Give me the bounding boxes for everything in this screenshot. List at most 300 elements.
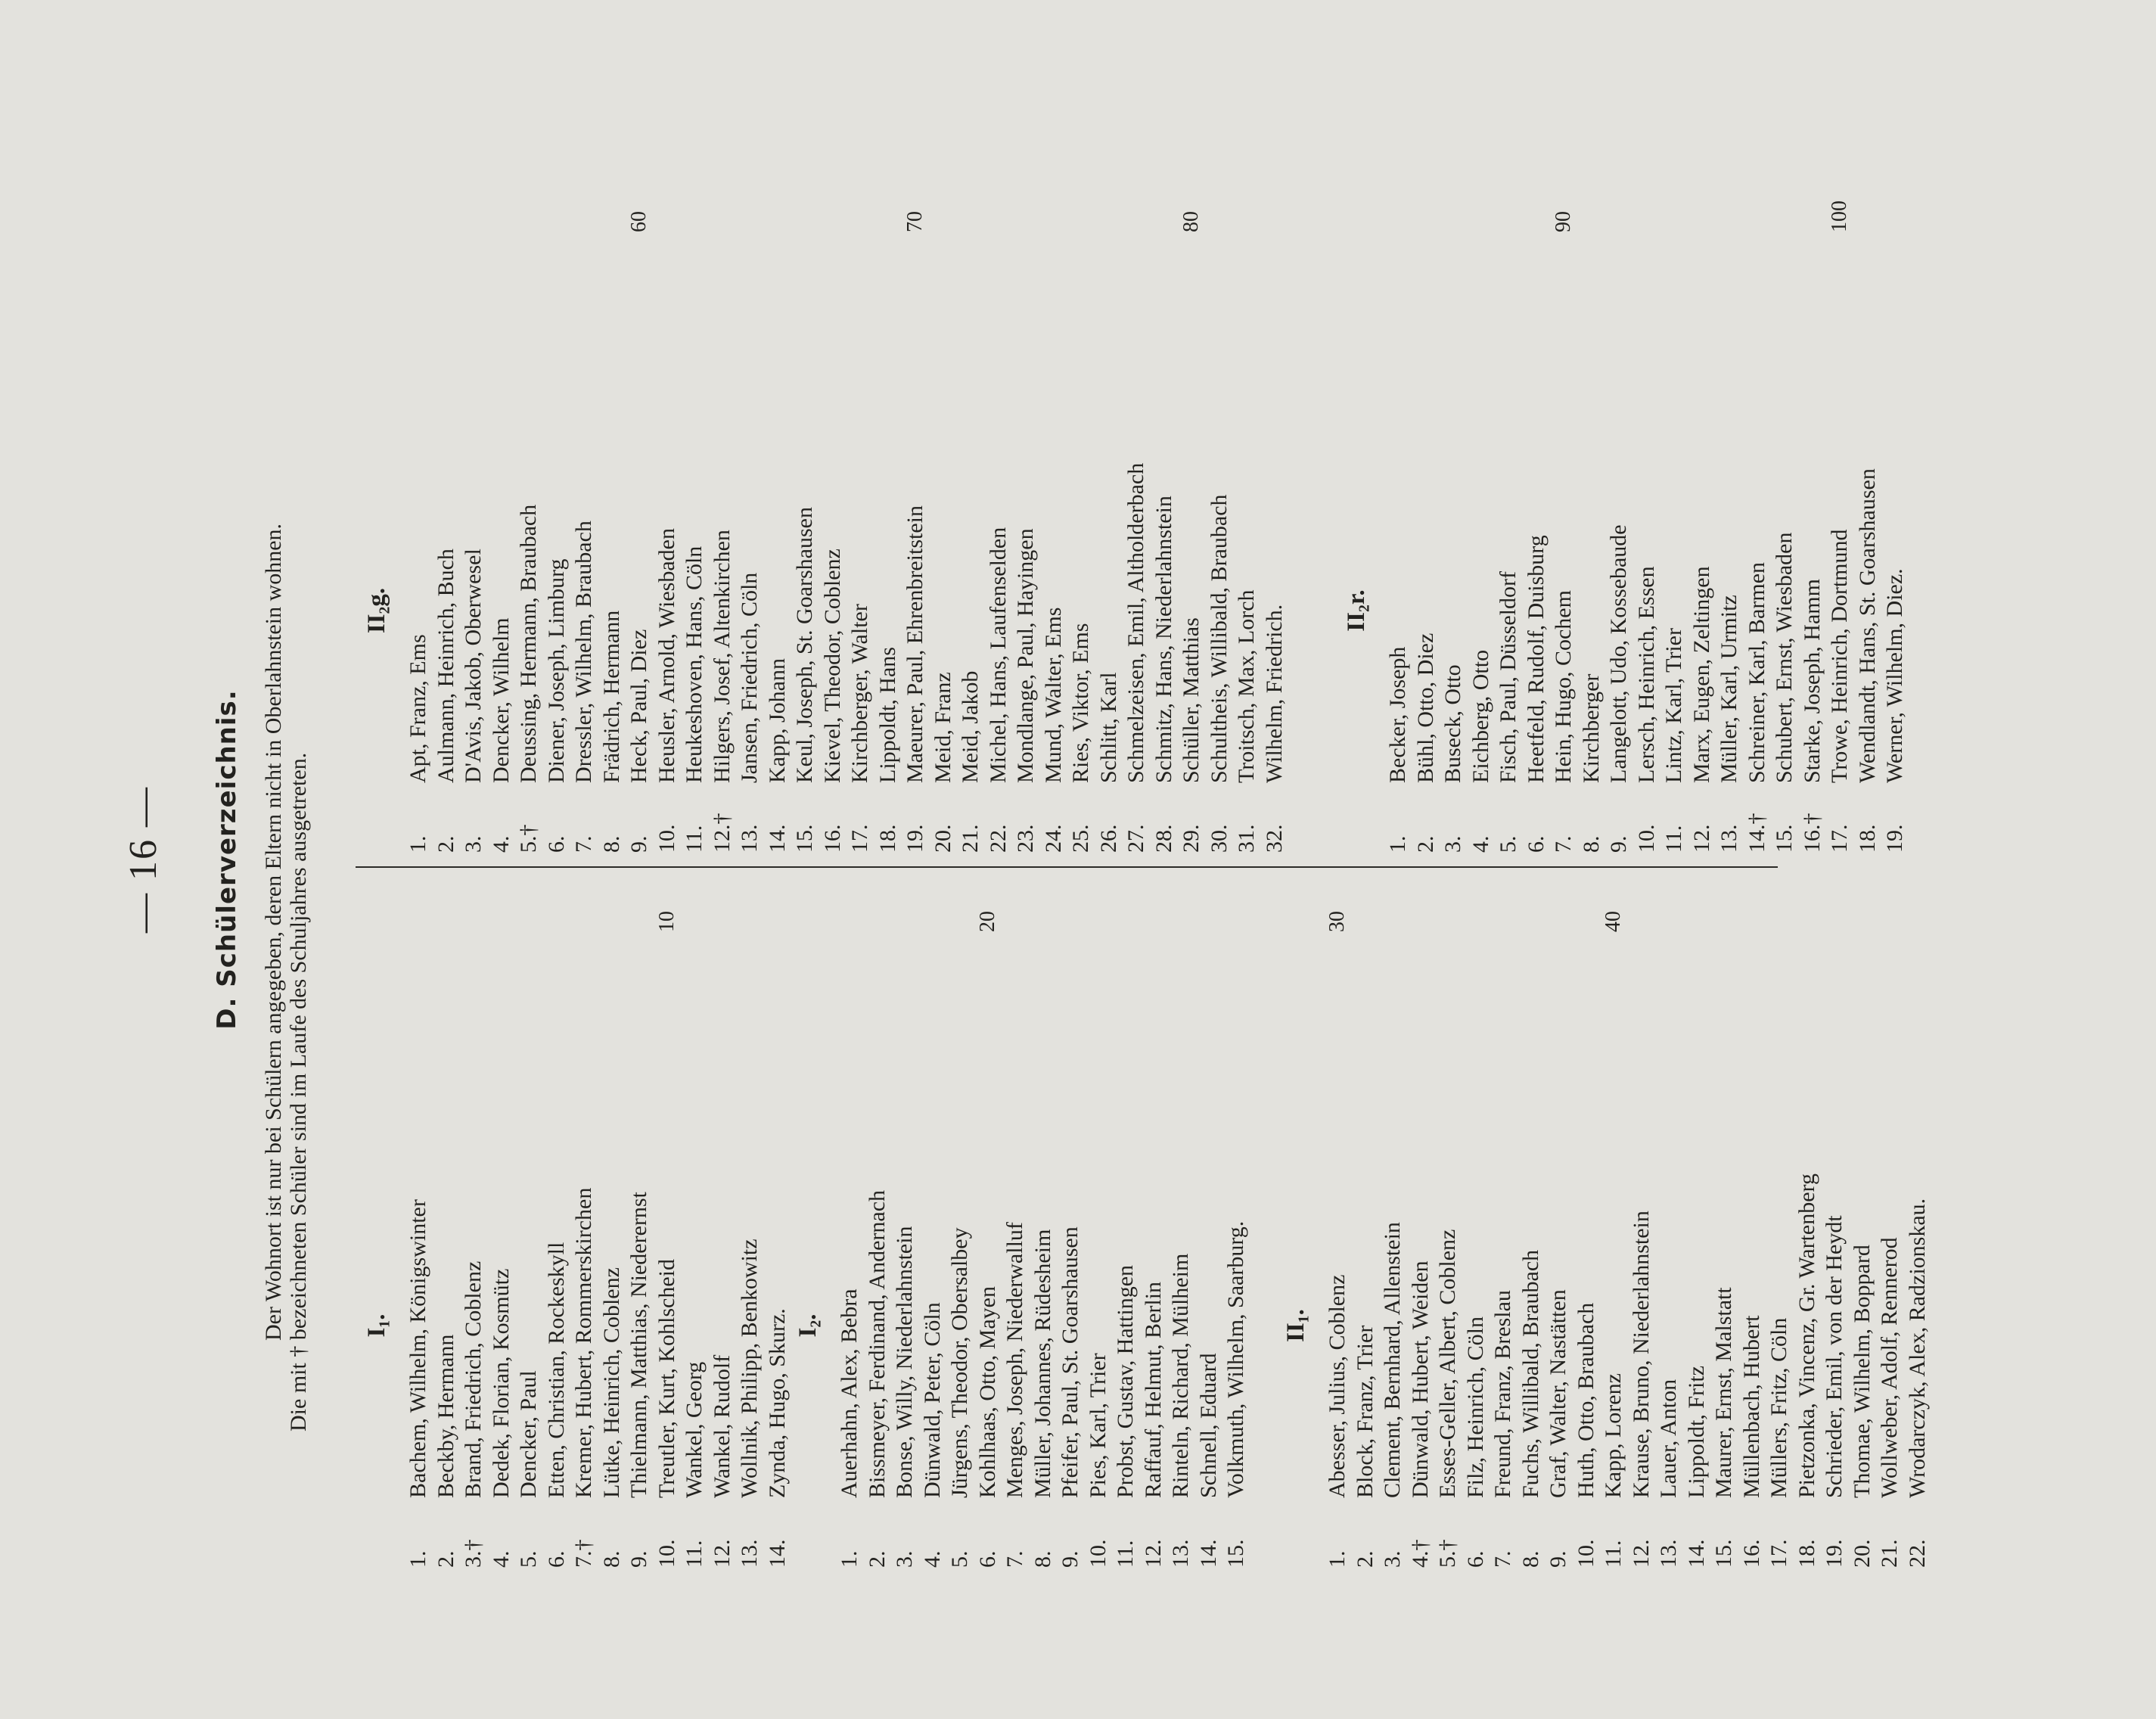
student-name: Ries, Viktor, Ems xyxy=(1068,623,1093,783)
student-entry xyxy=(902,211,930,853)
class-heading: I₁. xyxy=(363,1313,390,1338)
student-entry xyxy=(515,368,543,853)
student-entry xyxy=(791,368,819,853)
student-name: Brand, Friedrich, Coblenz xyxy=(461,1260,486,1498)
student-number: 29. xyxy=(1179,824,1204,853)
student-number: 6. xyxy=(974,1550,1000,1568)
student-entry xyxy=(1738,1083,1766,1568)
student-number: 20. xyxy=(930,824,955,853)
student-entry xyxy=(1881,368,1909,853)
student-name: Müllenbach, Hubert xyxy=(1738,1315,1764,1498)
student-number: 11. xyxy=(1601,1540,1626,1568)
student-entry xyxy=(1826,200,1854,853)
student-entry xyxy=(1112,1083,1140,1568)
student-name: Schmelzeisen, Emil, Altholderbach xyxy=(1123,462,1148,783)
student-name: Pfeifer, Paul, St. Goarshausen xyxy=(1058,1226,1083,1498)
student-name: Probst, Gustav, Hattingen xyxy=(1113,1264,1138,1498)
student-number: 15. xyxy=(1223,1539,1248,1568)
student-entry xyxy=(1710,1083,1738,1568)
student-number: 5.† xyxy=(516,824,541,853)
student-entry xyxy=(405,1083,433,1568)
student-name: Lippoldt, Hans xyxy=(875,647,900,783)
student-name: Zynda, Hugo, Skurz. xyxy=(764,1308,790,1498)
student-number: 27. xyxy=(1123,824,1148,853)
student-entry xyxy=(570,368,598,853)
student-number: 12. xyxy=(1140,1539,1166,1568)
student-entry xyxy=(1440,368,1468,853)
student-name: Pies, Karl, Trier xyxy=(1085,1353,1111,1498)
student-entry xyxy=(1849,1083,1877,1568)
student-number: 16.† xyxy=(1799,813,1825,853)
student-entry xyxy=(1523,368,1551,853)
student-name: Maurer, Ernst, Malstatt xyxy=(1711,1287,1736,1498)
student-entry xyxy=(405,368,433,853)
student-name: Apt, Franz, Ems xyxy=(405,634,430,783)
student-entry xyxy=(626,211,654,853)
student-number: 9. xyxy=(626,1550,651,1568)
class-section-I1 xyxy=(363,911,791,1568)
student-entry xyxy=(1794,1083,1822,1568)
student-name: Rinteln, Richard, Mülheim xyxy=(1168,1253,1193,1498)
student-number: 31. xyxy=(1234,824,1259,853)
student-number: 9. xyxy=(1546,1550,1570,1568)
student-number: 4.† xyxy=(1407,1539,1433,1568)
student-entry xyxy=(930,368,958,853)
student-name: Mondlange, Paul, Hayingen xyxy=(1013,528,1038,783)
student-entry xyxy=(1040,368,1068,853)
student-entry xyxy=(819,368,847,853)
student-name: Schlitt, Karl xyxy=(1095,672,1121,783)
student-name: Eichberg, Otto xyxy=(1468,649,1493,783)
class-section-II2r xyxy=(1343,200,1909,853)
document-title: D. Schülerverzeichnis. xyxy=(212,689,242,1030)
student-number: 12.† xyxy=(709,813,735,853)
student-name: Krause, Bruno, Niederlahnstein xyxy=(1628,1211,1654,1498)
running-count: 30 xyxy=(1325,911,1349,932)
student-number: 25. xyxy=(1068,824,1093,853)
student-name: Kapp, Johann xyxy=(764,658,790,783)
student-number: 2. xyxy=(1412,835,1438,853)
student-name: Wendlandt, Hans, St. Goarshausen xyxy=(1854,468,1880,783)
student-number: 10. xyxy=(1633,824,1659,853)
student-entry xyxy=(1771,368,1799,853)
student-entry xyxy=(488,368,516,853)
student-name: Auerhahn, Alex, Bebra xyxy=(837,1288,862,1498)
student-name: Jansen, Friedrich, Cöln xyxy=(737,572,762,783)
student-entry xyxy=(1683,1083,1711,1568)
student-entry xyxy=(764,1083,792,1568)
student-entry xyxy=(1766,1083,1794,1568)
student-number: 16. xyxy=(1738,1539,1764,1568)
student-entry xyxy=(1352,1083,1380,1568)
student-number: 8. xyxy=(1030,1550,1055,1568)
student-name: Dressler, Wilhelm, Braubach xyxy=(571,521,596,783)
student-name: Becker, Joseph xyxy=(1385,646,1410,783)
student-number: 11. xyxy=(1113,1540,1138,1568)
student-entry xyxy=(460,368,488,853)
student-name: Kirchberger xyxy=(1578,673,1604,783)
page-number: — 16 — xyxy=(122,786,165,933)
student-number: 1. xyxy=(405,1550,430,1568)
student-name: Dünwald, Peter, Cöln xyxy=(919,1302,945,1498)
student-name: Thomae, Wilhelm, Boppard xyxy=(1849,1245,1875,1498)
student-number: 14.† xyxy=(1744,813,1769,853)
student-number: 8. xyxy=(1578,835,1604,853)
student-name: Dencker, Paul xyxy=(516,1370,541,1498)
student-entry xyxy=(433,368,461,853)
student-entry xyxy=(1821,1083,1849,1568)
student-entry xyxy=(957,368,985,853)
student-entry xyxy=(681,368,709,853)
student-number: 13. xyxy=(737,1539,762,1568)
student-name: Meid, Franz xyxy=(930,672,955,783)
student-number: 14. xyxy=(764,824,790,853)
student-list xyxy=(405,211,1288,853)
student-number: 5. xyxy=(947,1550,972,1568)
student-number: 9. xyxy=(1606,835,1631,853)
student-name: Lauer, Anton xyxy=(1656,1379,1681,1498)
student-entry xyxy=(1233,368,1261,853)
student-name: Freund, Franz, Breslau xyxy=(1490,1290,1515,1498)
student-name: Schmitz, Hans, Niederlahnstein xyxy=(1151,496,1176,783)
student-entry xyxy=(1468,368,1496,853)
student-name: Starke, Joseph, Hamm xyxy=(1799,579,1825,783)
student-entry xyxy=(1012,368,1040,853)
student-number: 10. xyxy=(654,824,679,853)
student-number: 4. xyxy=(1468,835,1493,853)
intro-note xyxy=(261,130,311,1431)
student-name: Bachem, Wilhelm, Königswinter xyxy=(405,1199,430,1498)
student-name: Graf, Walter, Nastätten xyxy=(1546,1289,1570,1498)
class-heading: II₁. xyxy=(1282,1309,1309,1342)
student-number: 15. xyxy=(1711,1539,1736,1568)
student-number: 4. xyxy=(488,835,514,853)
student-name: Hilgers, Josef, Altenkirchen xyxy=(709,530,735,783)
student-name: Michel, Hans, Laufenselden xyxy=(985,527,1011,783)
student-entry xyxy=(1600,911,1628,1568)
student-entry xyxy=(654,368,682,853)
student-entry xyxy=(736,1083,764,1568)
student-entry xyxy=(847,368,875,853)
student-name: Deussing, Hermann, Braubach xyxy=(516,504,541,783)
student-entry xyxy=(626,1083,654,1568)
student-name: Wrodarczyk, Alex, Radzionskau. xyxy=(1904,1198,1930,1498)
student-number: 5. xyxy=(516,1550,541,1568)
student-entry xyxy=(1633,368,1661,853)
student-number: 10. xyxy=(1573,1539,1598,1568)
student-list xyxy=(836,911,1250,1568)
student-number: 3. xyxy=(1380,1550,1405,1568)
student-number: 21. xyxy=(1877,1539,1902,1568)
student-entry xyxy=(974,911,1002,1568)
student-number: 19. xyxy=(1882,824,1907,853)
student-name: Lersch, Heinrich, Essen xyxy=(1633,566,1659,783)
student-entry xyxy=(985,368,1013,853)
student-number: 13. xyxy=(1168,1539,1193,1568)
student-number: 8. xyxy=(598,835,624,853)
student-name: Schreiner, Karl, Barmen xyxy=(1744,561,1769,783)
student-number: 6. xyxy=(543,835,569,853)
student-name: Huth, Otto, Braubach xyxy=(1573,1302,1598,1498)
student-number: 18. xyxy=(1854,824,1880,853)
student-entry xyxy=(1151,368,1179,853)
student-name: Wollweber, Adolf, Rennerod xyxy=(1877,1237,1902,1498)
student-number: 15. xyxy=(792,824,817,853)
student-number: 14. xyxy=(1683,1539,1709,1568)
student-number: 11. xyxy=(1661,825,1686,853)
student-name: Menges, Joseph, Niederwalluf xyxy=(1002,1222,1027,1498)
student-entry xyxy=(1854,368,1882,853)
student-entry xyxy=(1030,1083,1058,1568)
class-heading: II₂r. xyxy=(1343,589,1370,632)
student-number: 1. xyxy=(837,1550,862,1568)
student-name: Wankel, Georg xyxy=(682,1361,707,1498)
student-name: Schrieder, Emil, von der Heydt xyxy=(1822,1215,1847,1498)
student-name: Volkmuth, Wilhelm, Saarburg. xyxy=(1223,1220,1248,1498)
student-entry xyxy=(1660,368,1688,853)
running-count: 20 xyxy=(975,911,999,932)
running-count: 100 xyxy=(1828,200,1851,232)
student-number: 3. xyxy=(1440,835,1465,853)
student-name: Müller, Johannes, Rüdesheim xyxy=(1030,1229,1055,1498)
student-number: 2. xyxy=(433,1550,458,1568)
student-name: Schubert, Ernst, Wiesbaden xyxy=(1772,532,1797,783)
running-count: 60 xyxy=(627,211,651,232)
student-entry xyxy=(1545,1083,1573,1568)
student-number: 2. xyxy=(433,835,458,853)
student-entry xyxy=(1067,368,1095,853)
student-number: 30. xyxy=(1206,824,1232,853)
student-name: Dedek, Florian, Kosmütz xyxy=(488,1268,514,1498)
student-name: Kievel, Theodor, Coblenz xyxy=(819,549,845,783)
student-entry xyxy=(836,1083,864,1568)
running-count: 70 xyxy=(903,211,927,232)
student-entry xyxy=(515,1083,543,1568)
student-number: 7. xyxy=(571,835,596,853)
student-name: Pietzonka, Vincenz, Gr. Wartenberg xyxy=(1794,1173,1819,1498)
student-name: Thielmann, Matthias, Niederernst xyxy=(626,1192,651,1498)
student-number: 1. xyxy=(1385,835,1410,853)
student-number: 21. xyxy=(958,824,983,853)
student-name: Frädrich, Hermann xyxy=(598,610,624,783)
student-number: 2. xyxy=(1352,1550,1378,1568)
student-name: Mund, Walter, Ems xyxy=(1040,607,1066,783)
student-number: 10. xyxy=(654,1539,679,1568)
student-entry xyxy=(736,368,764,853)
student-entry xyxy=(1573,1083,1601,1568)
student-number: 18. xyxy=(1794,1539,1819,1568)
class-section-II1 xyxy=(1282,911,1931,1568)
student-number: 11. xyxy=(682,825,707,853)
student-name: Heusler, Arnold, Wiesbaden xyxy=(654,528,679,783)
student-entry xyxy=(1085,1083,1113,1568)
student-number: 20. xyxy=(1849,1539,1875,1568)
student-name: Hein, Hugo, Cochem xyxy=(1551,590,1576,783)
student-number: 7. xyxy=(1551,835,1576,853)
student-entry xyxy=(891,1083,919,1568)
student-number: 2. xyxy=(864,1550,890,1568)
student-number: 10. xyxy=(1085,1539,1111,1568)
student-number: 17. xyxy=(847,824,872,853)
student-number: 5.† xyxy=(1435,1539,1460,1568)
student-entry xyxy=(1495,368,1523,853)
student-name: Filz, Heinrich, Cöln xyxy=(1462,1316,1488,1498)
student-entry xyxy=(864,1083,892,1568)
running-count: 80 xyxy=(1179,211,1203,232)
student-entry xyxy=(764,368,792,853)
student-entry xyxy=(1628,1083,1656,1568)
student-entry xyxy=(598,1083,626,1568)
intro-line-1: Der Wohnort ist nur bei Schülern angegeben, deren Eltern nicht in Oberlahnstein wohnen. xyxy=(261,523,286,1341)
student-name: Aulmann, Heinrich, Buch xyxy=(433,549,458,783)
student-name: Heetfeld, Rudolf, Duisburg xyxy=(1523,535,1549,783)
class-heading: I₂. xyxy=(794,1313,822,1338)
student-entry xyxy=(1222,1083,1250,1568)
student-name: Lintz, Karl, Trier xyxy=(1661,628,1686,783)
student-name: Etten, Christian, Rockeskyll xyxy=(543,1242,569,1498)
student-name: Dencker, Wilhelm xyxy=(488,617,514,783)
student-name: Fisch, Paul, Düsseldorf xyxy=(1496,571,1521,783)
student-entry xyxy=(946,1083,974,1568)
student-number: 28. xyxy=(1151,824,1176,853)
student-name: Beckby, Hermann xyxy=(433,1334,458,1498)
student-number: 16. xyxy=(819,824,845,853)
student-entry xyxy=(1206,368,1234,853)
student-entry xyxy=(1490,1083,1518,1568)
student-entry xyxy=(681,1083,709,1568)
student-number: 4. xyxy=(919,1550,945,1568)
student-list xyxy=(405,911,791,1568)
student-name: Heukeshoven, Hans, Cöln xyxy=(682,546,707,783)
column-divider xyxy=(356,866,1778,868)
student-number: 7. xyxy=(1490,1550,1515,1568)
student-number: 32. xyxy=(1261,824,1287,853)
student-name: Kapp, Lorenz xyxy=(1601,1373,1626,1498)
student-number: 8. xyxy=(598,1550,624,1568)
student-name: Wankel, Rudolf xyxy=(709,1354,735,1498)
student-name: Langelott, Udo, Kossebaude xyxy=(1606,524,1631,783)
student-number: 13. xyxy=(1716,824,1741,853)
student-name: Bonse, Willy, Niederlahnstein xyxy=(892,1226,917,1498)
student-number: 17. xyxy=(1766,1539,1791,1568)
student-name: Kirchberger, Walter xyxy=(847,604,872,783)
student-number: 15. xyxy=(1772,824,1797,853)
student-number: 7. xyxy=(1002,1550,1027,1568)
student-entry xyxy=(1744,368,1772,853)
student-name: Schüller, Matthias xyxy=(1179,617,1204,783)
student-entry xyxy=(1195,1083,1223,1568)
student-name: Heck, Paul, Diez xyxy=(626,629,651,783)
student-entry xyxy=(1904,1083,1932,1568)
student-name: Maeurer, Paul, Ehrenbreitstein xyxy=(902,505,927,783)
student-entry xyxy=(1379,1083,1407,1568)
student-name: Schultheis, Willibald, Braubach xyxy=(1206,494,1232,783)
student-number: 3. xyxy=(461,835,486,853)
intro-line-2: Die mit † bezeichneten Schüler sind im Laufe des Schuljahres ausgetreten. xyxy=(286,752,311,1431)
student-name: Wollnik, Philipp, Benkowitz xyxy=(737,1239,762,1498)
student-name: Bissmeyer, Ferdinand, Andernach xyxy=(864,1189,890,1498)
student-entry xyxy=(570,1083,598,1568)
student-name: Fuchs, Willibald, Braubach xyxy=(1518,1249,1543,1498)
student-entry xyxy=(919,1083,947,1568)
student-entry xyxy=(543,368,571,853)
class-section-II2g xyxy=(363,211,1288,853)
student-number: 12. xyxy=(1688,824,1714,853)
running-count: 10 xyxy=(654,911,679,932)
student-name: Werner, Wilhelm, Diez. xyxy=(1882,568,1907,783)
student-entry xyxy=(1688,368,1716,853)
student-name: Block, Franz, Trier xyxy=(1352,1325,1378,1498)
student-entry xyxy=(709,1083,737,1568)
student-name: Wilhelm, Friedrich. xyxy=(1261,604,1287,783)
student-name: Lippoldt, Fritz xyxy=(1683,1366,1709,1498)
student-entry xyxy=(709,368,737,853)
student-number: 1. xyxy=(1325,1550,1350,1568)
student-number: 13. xyxy=(737,824,762,853)
student-entry xyxy=(543,1083,571,1568)
student-entry xyxy=(1434,1083,1462,1568)
student-number: 23. xyxy=(1013,824,1038,853)
student-name: Abesser, Julius, Coblenz xyxy=(1325,1274,1350,1498)
student-name: Keul, Joseph, St. Goarshausen xyxy=(792,507,817,783)
class-section-I2 xyxy=(794,911,1250,1568)
class-heading: II₂g. xyxy=(363,587,390,634)
student-entry xyxy=(1578,368,1606,853)
student-list xyxy=(1384,200,1909,853)
student-name: Lütke, Heinrich, Coblenz xyxy=(598,1267,624,1498)
student-entry xyxy=(1412,368,1440,853)
student-entry xyxy=(1518,1083,1546,1568)
student-entry xyxy=(460,1083,488,1568)
student-entry xyxy=(1002,1083,1030,1568)
student-entry xyxy=(1605,368,1633,853)
student-name: Kremer, Hubert, Rommerskirchen xyxy=(571,1187,596,1498)
running-count: 90 xyxy=(1552,211,1575,232)
student-list xyxy=(1324,911,1931,1568)
student-entry xyxy=(1095,368,1123,853)
student-number: 4. xyxy=(488,1550,514,1568)
student-number: 5. xyxy=(1496,835,1521,853)
student-entry xyxy=(1462,1083,1490,1568)
student-name: Clement, Bernhard, Allenstein xyxy=(1380,1222,1405,1498)
student-number: 11. xyxy=(682,1540,707,1568)
student-name: Meid, Jakob xyxy=(958,670,983,783)
student-entry xyxy=(1876,1083,1904,1568)
student-name: Troitsch, Max, Lorch xyxy=(1234,589,1259,783)
student-entry xyxy=(1261,368,1289,853)
student-name: Diener, Joseph, Limburg xyxy=(543,558,569,783)
student-number: 6. xyxy=(1523,835,1549,853)
student-entry xyxy=(1655,1083,1683,1568)
student-number: 12. xyxy=(709,1539,735,1568)
student-number: 22. xyxy=(985,824,1011,853)
student-entry xyxy=(598,368,626,853)
student-entry xyxy=(1550,211,1578,853)
student-number: 13. xyxy=(1656,1539,1681,1568)
student-name: Marx, Eugen, Zeltingen xyxy=(1688,566,1714,783)
student-name: Buseck, Otto xyxy=(1440,664,1465,783)
student-name: Treutler, Kurt, Kohlscheid xyxy=(654,1259,679,1498)
student-number: 22. xyxy=(1904,1539,1930,1568)
student-name: Müller, Karl, Urmitz xyxy=(1716,595,1741,783)
student-name: Kohlhaas, Otto, Mayen xyxy=(974,1286,1000,1498)
student-name: Jürgens, Theodor, Obersalbey xyxy=(947,1227,972,1498)
student-number: 14. xyxy=(764,1539,790,1568)
student-number: 19. xyxy=(1822,1539,1847,1568)
student-entry xyxy=(1324,911,1352,1568)
student-entry xyxy=(875,368,902,853)
student-entry xyxy=(433,1083,461,1568)
